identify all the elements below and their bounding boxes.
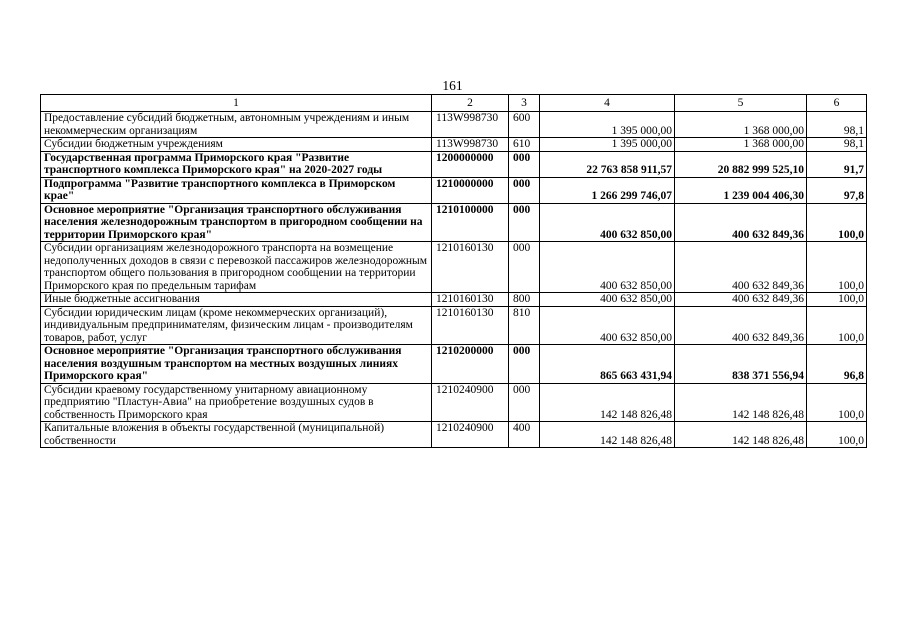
cell-code: 113W998730 bbox=[432, 138, 509, 152]
cell-percent: 100,0 bbox=[807, 422, 867, 448]
cell-vr: 000 bbox=[509, 383, 540, 422]
table-row bbox=[41, 422, 867, 448]
cell-fact: 1 368 000,00 bbox=[675, 138, 807, 152]
cell-plan: 400 632 850,00 bbox=[540, 293, 675, 307]
cell-plan: 1 395 000,00 bbox=[540, 138, 675, 152]
cell-vr: 610 bbox=[509, 138, 540, 152]
cell-name: Подпрограмма "Развитие транспортного комплекса в Приморском крае" bbox=[41, 177, 432, 203]
cell-plan: 400 632 850,00 bbox=[540, 242, 675, 293]
cell-name: Субсидии бюджетным учреждениям bbox=[41, 138, 432, 152]
cell-plan: 142 148 826,48 bbox=[540, 422, 675, 448]
cell-name: Субсидии юридическим лицам (кроме некоммерческих организаций), индивидуальным предпринимателям, физическим лицам - производителям товаров, работ, услуг bbox=[41, 306, 432, 345]
cell-plan: 400 632 850,00 bbox=[540, 306, 675, 345]
cell-fact: 400 632 849,36 bbox=[675, 203, 807, 242]
table-row bbox=[41, 242, 867, 293]
table-row bbox=[41, 306, 867, 345]
cell-percent: 97,8 bbox=[807, 177, 867, 203]
cell-fact: 838 371 556,94 bbox=[675, 345, 807, 384]
cell-plan: 1 395 000,00 bbox=[540, 112, 675, 138]
cell-name: Основное мероприятие "Организация транспортного обслуживания населения железнодорожным транспортом в пригородном сообщении на территории Приморского края" bbox=[41, 203, 432, 242]
cell-percent: 96,8 bbox=[807, 345, 867, 384]
cell-vr: 600 bbox=[509, 112, 540, 138]
table-row bbox=[41, 293, 867, 307]
col-header-code: 2 bbox=[432, 95, 509, 112]
cell-fact: 142 148 826,48 bbox=[675, 422, 807, 448]
table-header-row bbox=[41, 95, 867, 112]
col-header-vr: 3 bbox=[509, 95, 540, 112]
cell-fact: 20 882 999 525,10 bbox=[675, 151, 807, 177]
col-header-plan: 4 bbox=[540, 95, 675, 112]
cell-fact: 1 239 004 406,30 bbox=[675, 177, 807, 203]
cell-name: Субсидии организациям железнодорожного транспорта на возмещение недополученных доходов в связи с перевозкой пассажиров железнодорожным транспортом общего пользования в пригородном сообщении на территории Приморского края по предельным тарифам bbox=[41, 242, 432, 293]
table-row bbox=[41, 383, 867, 422]
cell-code: 1210240900 bbox=[432, 422, 509, 448]
table-body bbox=[41, 112, 867, 448]
cell-name: Субсидии краевому государственному унитарному авиационному предприятию "Пластун-Авиа" на приобретение воздушных судов в собственность Приморского края bbox=[41, 383, 432, 422]
cell-code: 1200000000 bbox=[432, 151, 509, 177]
budget-table bbox=[40, 94, 867, 448]
cell-vr: 000 bbox=[509, 177, 540, 203]
cell-plan: 142 148 826,48 bbox=[540, 383, 675, 422]
cell-percent: 100,0 bbox=[807, 242, 867, 293]
cell-vr: 000 bbox=[509, 151, 540, 177]
cell-plan: 22 763 858 911,57 bbox=[540, 151, 675, 177]
cell-code: 1210160130 bbox=[432, 242, 509, 293]
cell-name: Предоставление субсидий бюджетным, автономным учреждениям и иным некоммерческим организациям bbox=[41, 112, 432, 138]
page-number: 161 bbox=[442, 78, 463, 93]
cell-vr: 800 bbox=[509, 293, 540, 307]
cell-name: Капитальные вложения в объекты государственной (муниципальной) собственности bbox=[41, 422, 432, 448]
table-row bbox=[41, 203, 867, 242]
cell-fact: 400 632 849,36 bbox=[675, 293, 807, 307]
cell-vr: 000 bbox=[509, 203, 540, 242]
cell-vr: 000 bbox=[509, 345, 540, 384]
cell-percent: 91,7 bbox=[807, 151, 867, 177]
cell-code: 1210000000 bbox=[432, 177, 509, 203]
cell-vr: 400 bbox=[509, 422, 540, 448]
cell-percent: 98,1 bbox=[807, 112, 867, 138]
cell-plan: 400 632 850,00 bbox=[540, 203, 675, 242]
col-header-fact: 5 bbox=[675, 95, 807, 112]
cell-vr: 810 bbox=[509, 306, 540, 345]
table-row bbox=[41, 177, 867, 203]
cell-fact: 1 368 000,00 bbox=[675, 112, 807, 138]
cell-code: 113W998730 bbox=[432, 112, 509, 138]
cell-percent: 100,0 bbox=[807, 306, 867, 345]
col-header-name: 1 bbox=[41, 95, 432, 112]
cell-vr: 000 bbox=[509, 242, 540, 293]
cell-plan: 1 266 299 746,07 bbox=[540, 177, 675, 203]
col-header-percent: 6 bbox=[807, 95, 867, 112]
cell-code: 1210100000 bbox=[432, 203, 509, 242]
table-row bbox=[41, 138, 867, 152]
cell-name: Основное мероприятие "Организация транспортного обслуживания населения воздушным транспортом на местных воздушных линиях Приморского края" bbox=[41, 345, 432, 384]
cell-plan: 865 663 431,94 bbox=[540, 345, 675, 384]
table-row bbox=[41, 151, 867, 177]
cell-code: 1210240900 bbox=[432, 383, 509, 422]
cell-percent: 100,0 bbox=[807, 203, 867, 242]
table-row bbox=[41, 345, 867, 384]
cell-code: 1210200000 bbox=[432, 345, 509, 384]
cell-percent: 100,0 bbox=[807, 293, 867, 307]
cell-code: 1210160130 bbox=[432, 293, 509, 307]
cell-fact: 400 632 849,36 bbox=[675, 306, 807, 345]
cell-fact: 142 148 826,48 bbox=[675, 383, 807, 422]
cell-name: Государственная программа Приморского края "Развитие транспортного комплекса Приморского края" на 2020-2027 годы bbox=[41, 151, 432, 177]
cell-percent: 100,0 bbox=[807, 383, 867, 422]
table-row bbox=[41, 112, 867, 138]
cell-fact: 400 632 849,36 bbox=[675, 242, 807, 293]
cell-percent: 98,1 bbox=[807, 138, 867, 152]
cell-code: 1210160130 bbox=[432, 306, 509, 345]
cell-name: Иные бюджетные ассигнования bbox=[41, 293, 432, 307]
